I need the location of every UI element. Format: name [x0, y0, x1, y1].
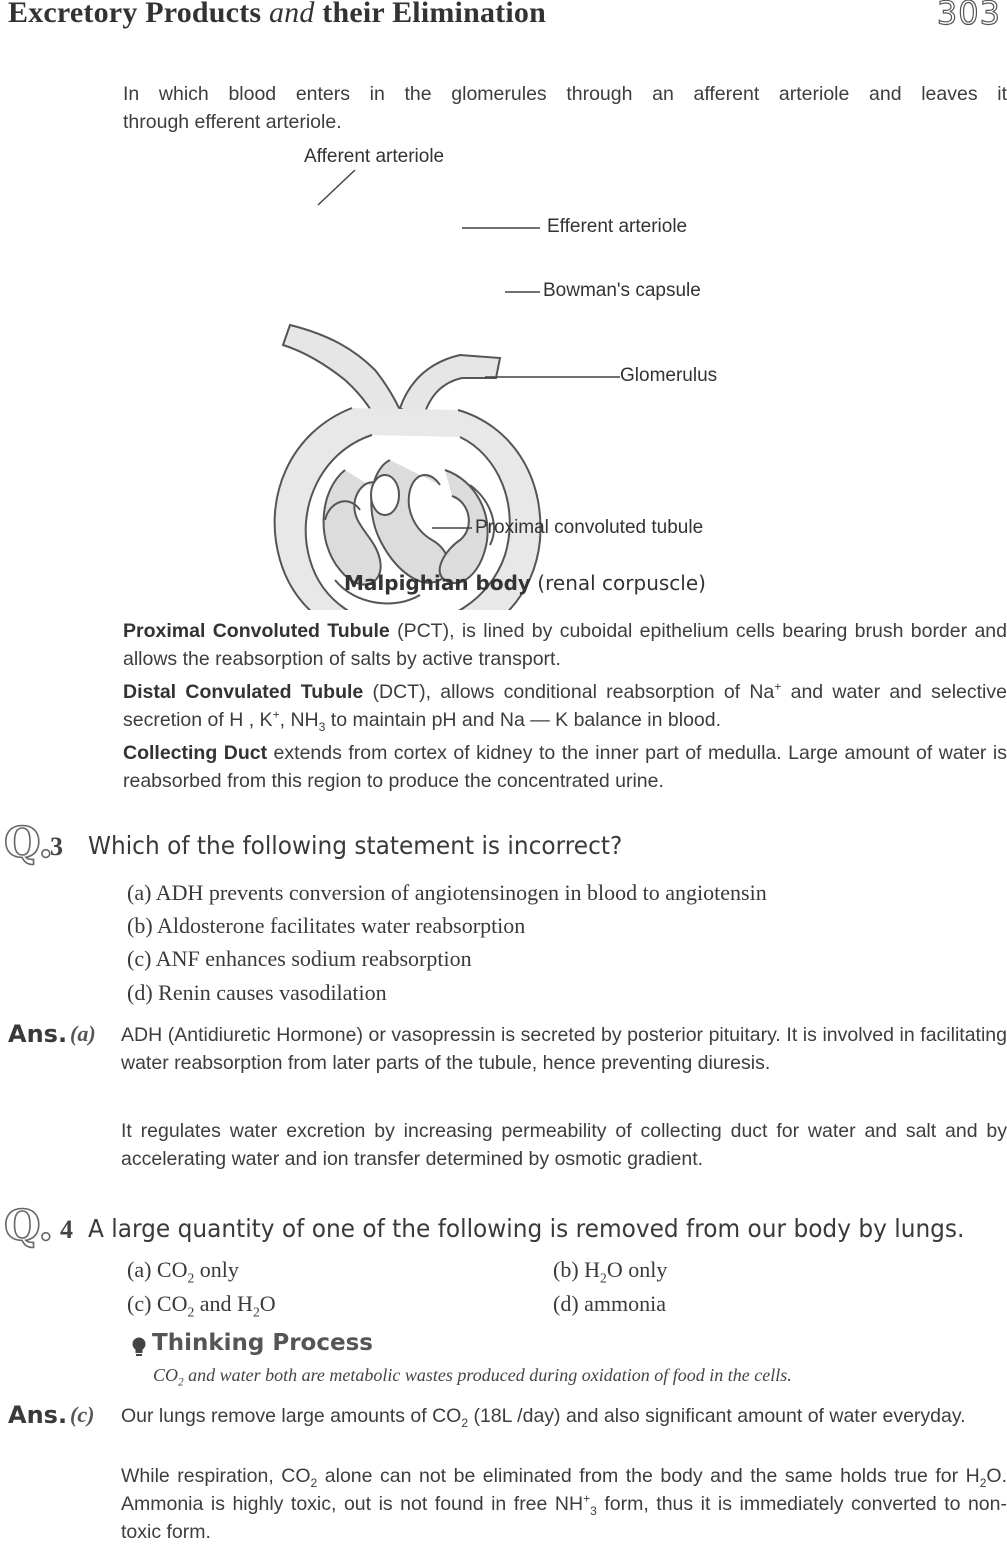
q3-answer-para-1: ADH (Antidiuretic Hormone) or vasopressin is secreted by posterior pituitary. It is involved in facilitating water reabsorption from later parts of the tubule, hence preventing diuresis. — [121, 1024, 1007, 1074]
malpighian-body-diagram — [0, 140, 1007, 610]
intro-line-1: In which blood enters in the glomerules through an afferent arteriole and leaves it — [123, 83, 1007, 105]
figure-caption: Malpighian body (renal corpuscle) — [344, 571, 706, 595]
question-3-number: 3 — [50, 832, 63, 861]
dct-definition: Distal Convulated Tubule (DCT), allows conditional reabsorption of Na+ and water and selective secretion of H , K+, $NH_3$ to maintain pH and Na — K balance in blood. — [123, 679, 1007, 734]
label-afferent-arteriole: Afferent arteriole — [304, 146, 445, 167]
q3-option-a: (a) ADH prevents conversion of angiotensinogen in blood to angiotensin — [127, 880, 767, 905]
thinking-process-title: Thinking Process — [152, 1330, 373, 1356]
q3-option-d: (d) Renin causes vasodilation — [127, 980, 387, 1005]
q3-answer-label: Ans. — [8, 1020, 68, 1048]
q3-option-b: (b) Aldosterone facilitates water reabsorption — [127, 913, 526, 938]
q4-answer-para-2: While respiration, $CO_2$ alone can not be eliminated from the body and the same holds true for $H_2O$. Ammonia is highly toxic, out is not found in free $NH^+_3$ form, thus it is immediately converted to non-toxic form. — [121, 1465, 1007, 1543]
label-efferent-arteriole: Efferent arteriole — [547, 216, 688, 237]
label-glomerulus: Glomerulus — [620, 365, 718, 386]
q4-answer-letter: (c) — [70, 1402, 95, 1427]
q3-answer-para-2: It regulates water excretion by increasing permeability of collecting duct for water and salt and by accelerating water and ion transfer determined by osmotic gradient. — [121, 1120, 1007, 1170]
label-proximal-convoluted-tubule: Proximal convoluted tubule — [475, 517, 704, 538]
question-3-mark: Q. — [4, 818, 54, 867]
question-4-mark: Q. — [4, 1201, 54, 1250]
page-number: 303 — [936, 0, 1001, 32]
question-4-number: 4 — [60, 1215, 73, 1244]
q3-option-c: (c) ANF enhances sodium reabsorption — [127, 946, 472, 971]
chapter-title: Excretory Products and their Elimination — [8, 0, 546, 30]
q4-option-b: (b) $H_2O$ only — [553, 1257, 668, 1286]
lightbulb-icon — [130, 1336, 148, 1360]
q4-answer-para-1: Our lungs remove large amounts of $CO_2$ (18L /day) and also significant amount of water everyday. — [121, 1405, 966, 1430]
chapter-title-italic: and — [268, 0, 315, 29]
pct-definition: Proximal Convoluted Tubule (PCT), is lined by cuboidal epithelium cells bearing brush border and allows the reabsorption of salts by active transport. — [123, 620, 1007, 670]
q4-option-c: (c) $CO_2$ and $H_2O$ — [127, 1291, 276, 1320]
thinking-process-text: $CO_2$ and water both are metabolic wastes produced during oxidation of food in the cells. — [153, 1365, 792, 1389]
question-3-text: Which of the following statement is incorrect? — [88, 831, 623, 860]
q4-answer-label: Ans. — [8, 1401, 68, 1429]
q3-answer-letter: (a) — [70, 1021, 96, 1046]
label-bowmans-capsule: Bowman's capsule — [543, 280, 701, 301]
q4-option-a: (a) $CO_2$ only — [127, 1257, 239, 1286]
question-4-text: A large quantity of one of the following is removed from our body by lungs. — [88, 1214, 965, 1243]
collecting-duct-definition: Collecting Duct extends from cortex of kidney to the inner part of medulla. Large amount of water is reabsorbed from this region to produce the concentrated urine. — [123, 742, 1007, 792]
intro-line-2: through efferent arteriole. — [123, 111, 342, 133]
q4-option-d: (d) ammonia — [553, 1291, 667, 1316]
